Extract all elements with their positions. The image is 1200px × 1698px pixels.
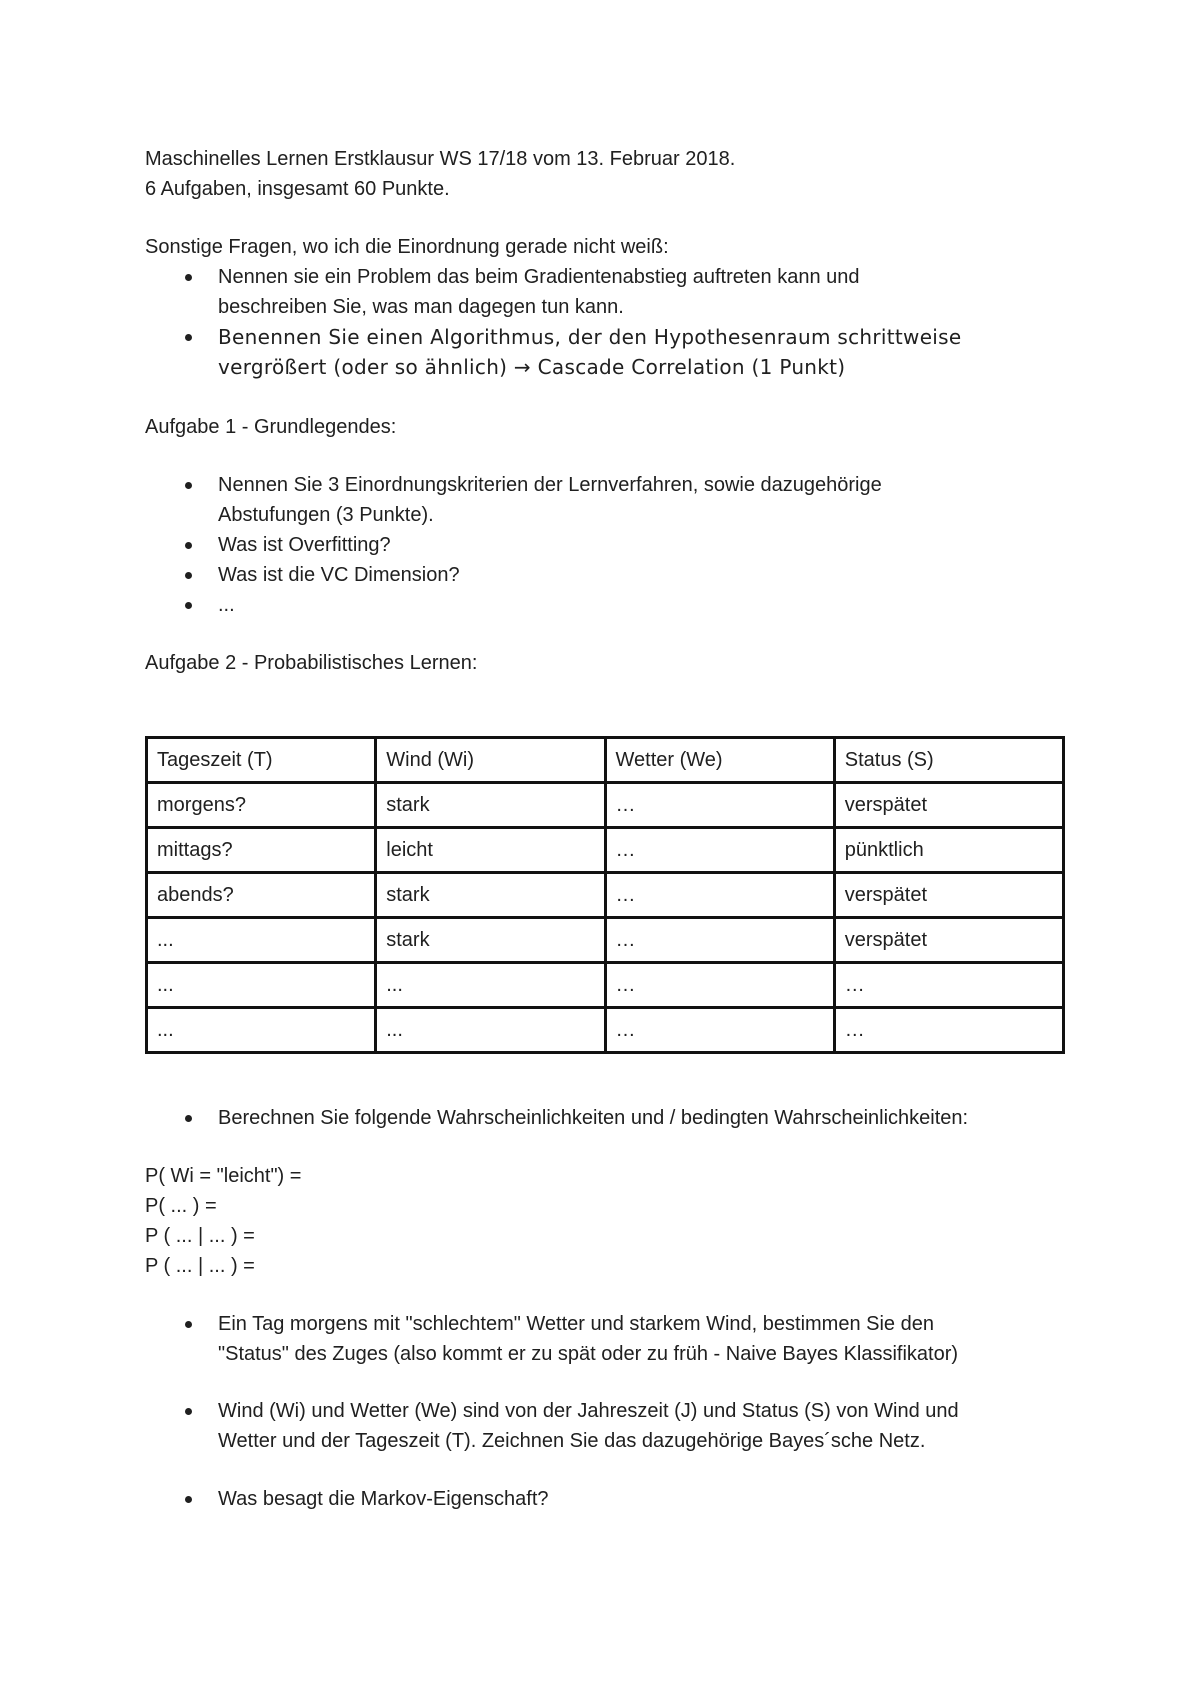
table-cell: …: [605, 783, 834, 828]
bullet-icon: [185, 1408, 192, 1415]
bullet-icon: [185, 542, 192, 549]
probability-task: [145, 1103, 1158, 1133]
table-cell: …: [834, 1008, 1063, 1053]
list-item: Was ist die VC Dimension?: [218, 560, 1138, 590]
bullet-icon: [185, 602, 192, 609]
sonstige-list: [145, 262, 1138, 382]
table-cell: …: [605, 828, 834, 873]
formula-line: P ( ... | ... ) =: [145, 1225, 255, 1247]
table-row: [147, 783, 1064, 828]
list-item: Was ist Overfitting?: [218, 530, 1138, 560]
formula-line: P( Wi = "leicht") =: [145, 1165, 302, 1187]
list-item: Wind (Wi) und Wetter (We) sind von der Jahreszeit (J) und Status (S) von Wind und Wetter und der Tageszeit (T). Zeichnen Sie das dazugehörige Bayes´sche Netz.: [218, 1396, 1158, 1456]
sonstige-heading: Sonstige Fragen, wo ich die Einordnung gerade nicht weiß:: [145, 236, 669, 258]
formula-line: P ( ... | ... ) =: [145, 1255, 255, 1277]
list-item: Nennen sie ein Problem das beim Gradientenabstieg auftreten kann und beschreiben Sie, was man dagegen tun kann.: [218, 262, 1138, 322]
bullet-icon: [185, 572, 192, 579]
exam-subtitle: 6 Aufgaben, insgesamt 60 Punkte.: [145, 178, 450, 200]
table-cell: morgens?: [147, 783, 376, 828]
task-item: [145, 1309, 1158, 1369]
column-header: Tageszeit (T): [147, 738, 376, 783]
table-cell: …: [605, 963, 834, 1008]
table-cell: stark: [376, 783, 605, 828]
table-cell: pünktlich: [834, 828, 1063, 873]
table-cell: …: [605, 873, 834, 918]
task-item: [145, 1484, 1158, 1514]
column-header: Wind (Wi): [376, 738, 605, 783]
bullet-icon: [185, 1496, 192, 1503]
data-table: [145, 736, 1065, 1054]
list-item: ...: [218, 590, 1138, 620]
table-cell: stark: [376, 873, 605, 918]
bullet-icon: [185, 274, 192, 281]
aufgabe2-heading: Aufgabe 2 - Probabilistisches Lernen:: [145, 652, 478, 674]
table-cell: ...: [147, 918, 376, 963]
list-item: Ein Tag morgens mit "schlechtem" Wetter und starkem Wind, bestimmen Sie den "Status" des Zuges (also kommt er zu spät oder zu früh - Naive Bayes Klassifikator): [218, 1309, 1158, 1369]
exam-title: Maschinelles Lernen Erstklausur WS 17/18 vom 13. Februar 2018.: [145, 148, 736, 170]
aufgabe1-list: [145, 470, 1138, 620]
bullet-icon: [185, 482, 192, 489]
table-cell: ...: [147, 963, 376, 1008]
table-row: [147, 918, 1064, 963]
bullet-icon: [185, 1115, 192, 1122]
table-cell: …: [605, 918, 834, 963]
table-row: [147, 873, 1064, 918]
list-item: Nennen Sie 3 Einordnungskriterien der Lernverfahren, sowie dazugehörige Abstufungen (3 Punkte).: [218, 470, 1138, 530]
aufgabe1-heading: Aufgabe 1 - Grundlegendes:: [145, 416, 397, 438]
column-header: Status (S): [834, 738, 1063, 783]
table-cell: verspätet: [834, 873, 1063, 918]
table-row: [147, 828, 1064, 873]
table-cell: verspätet: [834, 783, 1063, 828]
table-cell: abends?: [147, 873, 376, 918]
table-cell: ...: [376, 1008, 605, 1053]
table-header-row: [147, 738, 1064, 783]
list-item: Was besagt die Markov-Eigenschaft?: [218, 1484, 1158, 1514]
list-item: Benennen Sie einen Algorithmus, der den Hypothesenraum schrittweise vergrößert (oder so ähnlich) → Cascade Correlation (1 Punkt): [218, 322, 1138, 382]
bullet-icon: [185, 1321, 192, 1328]
table-cell: …: [605, 1008, 834, 1053]
formula-line: P( ... ) =: [145, 1195, 217, 1217]
table-cell: ...: [147, 1008, 376, 1053]
bullet-icon: [185, 334, 192, 341]
table-cell: mittags?: [147, 828, 376, 873]
list-item: Berechnen Sie folgende Wahrscheinlichkeiten und / bedingten Wahrscheinlichkeiten:: [218, 1103, 1158, 1133]
table-cell: verspätet: [834, 918, 1063, 963]
table-cell: ...: [376, 963, 605, 1008]
table-row: [147, 963, 1064, 1008]
column-header: Wetter (We): [605, 738, 834, 783]
table-cell: leicht: [376, 828, 605, 873]
table-row: [147, 1008, 1064, 1053]
table-cell: stark: [376, 918, 605, 963]
task-item: [145, 1396, 1158, 1456]
table-cell: …: [834, 963, 1063, 1008]
